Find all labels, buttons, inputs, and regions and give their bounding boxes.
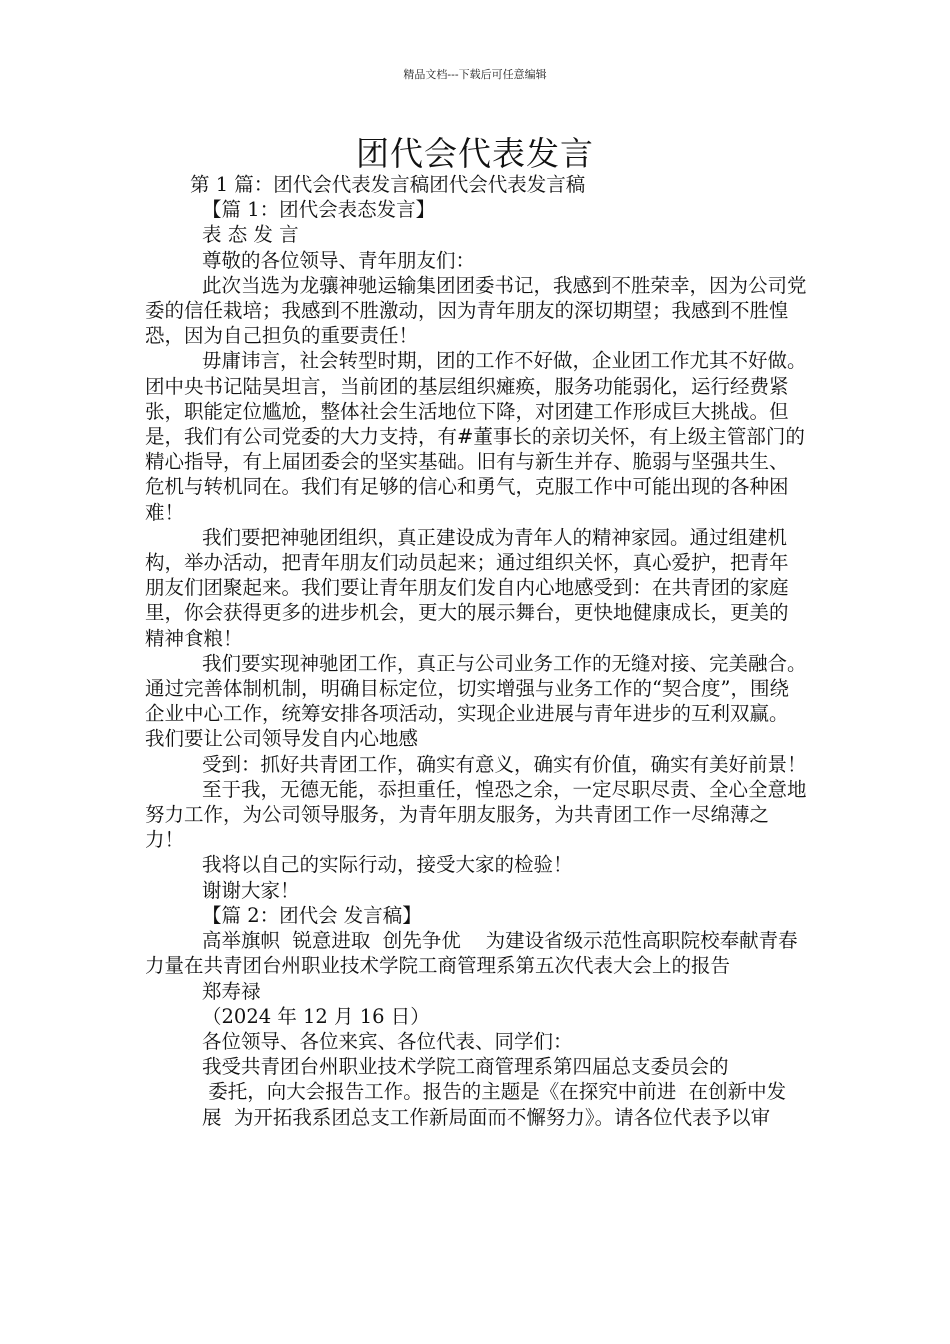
greeting-2: 各位领导、各位来宾、各位代表、同学们： <box>202 1029 573 1053</box>
paragraph: 至于我，无德无能，忝担重任，惶恐之余，一定尽职尽责、全心全意地努力工作，为公司领导服务，为青年朋友服务，为共青团工作一尽绵薄之力！ <box>145 777 807 852</box>
author: 郑寿禄 <box>202 979 261 1003</box>
paragraph: 我们要把神驰团组织，真正建设成为青年人的精神家园。通过组建机构，举办活动，把青年朋友们动员起来；通过组织关怀，真心爱护，把青年朋友们团聚起来。我们要让青年朋友们发自内心地感受到：在共青团的家庭里，你会获得更多的进步机会，更大的展示舞台，更快地健康成长，更美的精神食粮！ <box>145 525 789 650</box>
date: （2024 年 12 月 16 日） <box>202 1004 430 1028</box>
speech-heading: 表 态 发 言 <box>202 223 299 247</box>
paragraph: 委托，向大会报告工作。报告的主题是《在探究中前进 在创新中发 <box>202 1080 787 1104</box>
paragraph: 高举旗帜 锐意进取 创先争优 为建设省级示范性高职院校奉献青春力量在共青团台州职业技术学院工商管理系第五次代表大会上的报告 <box>145 929 798 978</box>
paragraph: 谢谢大家！ <box>202 878 300 902</box>
document-title: 团代会代表发言 <box>356 134 594 173</box>
section-heading-2: 【篇 2：团代会 发言稿】 <box>202 903 422 927</box>
greeting-1: 尊敬的各位领导、青年朋友们： <box>202 248 476 272</box>
document-body <box>145 172 807 1130</box>
paragraph: 我受共青团台州职业技术学院工商管理系第四届总支委员会的 <box>202 1055 729 1079</box>
paragraph: 我们要实现神驰团工作，真正与公司业务工作的无缝对接、完美融合。通过完善体制机制，明确目标定位，切实增强与业务工作的“契合度”，围绕企业中心工作，统筹安排各项活动，实现企业进展与青年进步的互利双赢。我们要让公司领导发自内心地感 <box>145 651 807 751</box>
paragraph: 展 为开拓我系团总支工作新局面而不懈努力》。请各位代表予以审 <box>202 1105 771 1129</box>
subtitle: 第 1 篇：团代会代表发言稿团代会代表发言稿 <box>190 173 586 196</box>
paragraph: 此次当选为龙骧神驰运输集团团委书记，我感到不胜荣幸，因为公司党委的信任栽培；我感到不胜激动，因为青年朋友的深切期望；我感到不胜惶恐，因为自己担负的重要责任！ <box>145 273 807 348</box>
page-header: 精品文档---下载后可任意编辑 <box>403 68 547 81</box>
paragraph: 毋庸讳言，社会转型时期，团的工作不好做，企业团工作尤其不好做。团中央书记陆昊坦言，当前团的基层组织瘫痪，服务功能弱化，运行经费紧张，职能定位尴尬，整体社会生活地位下降，对团建工作形成巨大挑战。但是，我们有公司党委的大力支持，有#董事长的亲切关怀，有上级主管部门的精心指导，有上届团委会的坚实基础。旧有与新生并存、脆弱与坚强共生、危机与转机同在。我们有足够的信心和勇气，克服工作中可能出现的各种困难！ <box>145 349 807 524</box>
paragraph: 我将以自己的实际行动，接受大家的检验！ <box>202 853 573 877</box>
paragraph: 受到：抓好共青团工作，确实有意义，确实有价值，确实有美好前景！ <box>202 752 807 776</box>
section-heading-1: 【篇 1：团代会表态发言】 <box>202 198 436 222</box>
